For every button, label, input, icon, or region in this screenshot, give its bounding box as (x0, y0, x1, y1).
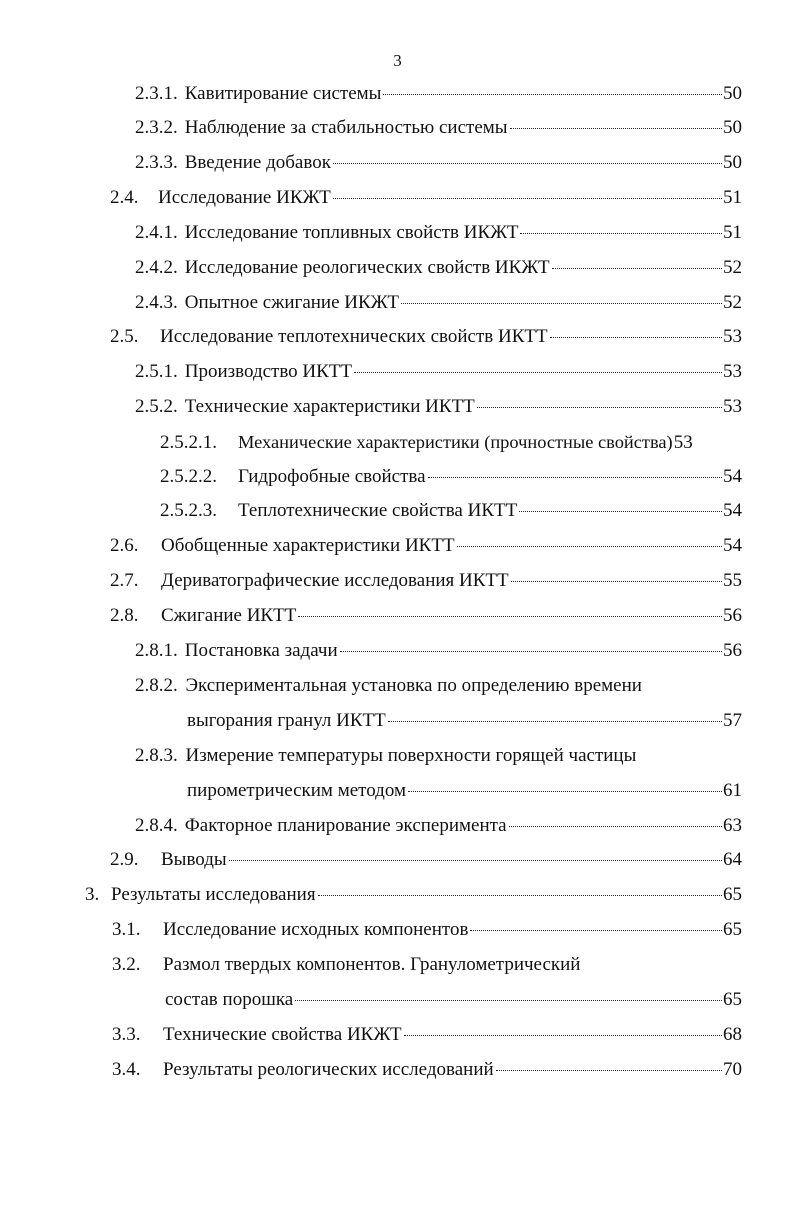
toc-entry (135, 116, 742, 140)
toc-number: 2.3.3. (135, 152, 178, 173)
toc-page-number: 63 (723, 815, 742, 836)
toc-number: 2.3.2. (135, 117, 178, 138)
toc-page-number: 50 (723, 117, 742, 138)
toc-number: 2.8.4. (135, 815, 178, 836)
toc-entry (110, 325, 742, 349)
toc-entry (135, 291, 742, 315)
toc-number: 3.4. (112, 1059, 141, 1080)
toc-title: Обобщенные характеристики ИКТТ (161, 535, 455, 556)
toc-title-line2: выгорания гранул ИКТТ (187, 710, 386, 731)
toc-number: 2.8. (110, 605, 139, 626)
toc-title: Выводы (161, 849, 227, 870)
toc-title: Механические характеристики (прочностные свойства) (238, 432, 673, 452)
toc-entry (110, 848, 742, 872)
toc-title: Результаты исследования (111, 884, 316, 905)
toc-entry-first-line (135, 744, 636, 768)
toc-leader-dots (333, 163, 722, 164)
toc-entry (135, 256, 742, 280)
toc-number: 3.3. (112, 1024, 141, 1045)
toc-title: Производство ИКТТ (184, 361, 353, 382)
toc-leader-dots (333, 198, 722, 199)
toc-title: Гидрофобные свойства (238, 466, 426, 487)
toc-title: Введение добавок (184, 152, 331, 173)
toc-page-number: 52 (723, 257, 742, 278)
toc-page-number: 56 (723, 605, 742, 626)
toc-leader-dots (404, 1035, 722, 1036)
toc-page-number: 56 (723, 640, 742, 661)
toc-page-number: 51 (723, 187, 742, 208)
toc-entry-second-line (187, 709, 742, 733)
toc-title: Наблюдение за стабильностью системы (184, 117, 508, 138)
toc-leader-dots (457, 546, 722, 547)
toc-leader-dots (383, 94, 722, 95)
toc-entry (110, 186, 742, 210)
toc-number: 2.5.2. (135, 396, 178, 417)
toc-page-number: 64 (723, 849, 742, 870)
toc-title: Теплотехнические свойства ИКТТ (238, 500, 518, 521)
toc-entry-second-line (165, 988, 742, 1012)
toc-number: 2.4.3. (135, 292, 178, 313)
toc-title: Исследование реологических свойств ИКЖТ (184, 257, 550, 278)
toc-page-number: 54 (723, 466, 742, 487)
toc-leader-dots (511, 581, 722, 582)
toc-title: Кавитирование системы (184, 83, 382, 104)
toc-leader-dots (519, 511, 722, 512)
toc-leader-dots (509, 826, 722, 827)
toc-title: Сжигание ИКТТ (161, 605, 297, 626)
toc-leader-dots (510, 128, 722, 129)
toc-leader-dots (354, 372, 722, 373)
toc-page-number: 53 (723, 361, 742, 382)
toc-entry (110, 604, 742, 628)
toc-title: Исследование исходных компонентов (163, 919, 469, 940)
toc-title: Технические характеристики ИКТТ (184, 396, 475, 417)
toc-title-line1: Экспериментальная установка по определению времени (185, 675, 642, 696)
toc-leader-dots (388, 721, 722, 722)
toc-page-number: 53 (723, 326, 742, 347)
toc-entry (85, 883, 742, 907)
toc-title: Постановка задачи (184, 640, 338, 661)
toc-number: 2.3.1. (135, 83, 178, 104)
toc-title: Исследование топливных свойств ИКЖТ (184, 222, 519, 243)
toc-leader-dots (318, 895, 722, 896)
toc-page-number: 61 (723, 780, 742, 801)
toc-page-number: 54 (723, 500, 742, 521)
toc-title: Результаты реологических исследований (163, 1059, 494, 1080)
page-number: 3 (393, 51, 402, 70)
toc-number: 2.9. (110, 849, 139, 870)
toc-number: 2.8.2. (135, 675, 178, 696)
toc-page-number: 51 (723, 222, 742, 243)
toc-entry (110, 534, 742, 558)
toc-page-number: 52 (723, 292, 742, 313)
toc-title: Технические свойства ИКЖТ (163, 1024, 402, 1045)
toc-entry (135, 639, 742, 663)
toc-leader-dots (477, 407, 722, 408)
toc-entry-first-line (135, 674, 642, 698)
toc-entry (135, 82, 742, 106)
toc-title: Факторное планирование эксперимента (184, 815, 507, 836)
toc-number: 2.5.2.3. (160, 500, 217, 521)
toc-number: 2.4. (110, 187, 139, 208)
toc-page-number: 54 (723, 535, 742, 556)
toc-leader-dots (552, 268, 722, 269)
toc-entry (112, 1023, 742, 1047)
toc-leader-dots (295, 1000, 722, 1001)
toc-title-line2: пирометрическим методом (187, 780, 406, 801)
toc-leader-dots (496, 1070, 722, 1071)
toc-number: 2.8.3. (135, 745, 178, 766)
toc-number: 2.5.1. (135, 361, 178, 382)
toc-entry-first-line (112, 953, 580, 977)
toc-entry (112, 1058, 742, 1082)
toc-page-number: 65 (723, 989, 742, 1010)
toc-title: Исследование теплотехнических свойств ИКТТ (160, 326, 548, 347)
toc-title: Опытное сжигание ИКЖТ (184, 292, 399, 313)
toc-entry (160, 499, 742, 523)
toc-title-line1: Размол твердых компонентов. Гранулометрический (163, 954, 581, 975)
toc-leader-dots (428, 477, 722, 478)
toc-leader-dots (298, 616, 722, 617)
toc-page-number: 65 (723, 919, 742, 940)
toc-leader-dots (340, 651, 722, 652)
toc-page-number: 65 (723, 884, 742, 905)
toc-page-number: 68 (723, 1024, 742, 1045)
toc-entry (112, 918, 742, 942)
toc-entry (160, 465, 742, 489)
toc-entry-second-line (187, 779, 742, 803)
toc-page-number: 55 (723, 570, 742, 591)
toc-number: 3. (85, 884, 100, 905)
toc-page-number: 53 (723, 396, 742, 417)
toc-number: 2.8.1. (135, 640, 178, 661)
toc-number: 2.7. (110, 570, 139, 591)
toc-leader-dots (401, 303, 722, 304)
toc-number: 2.6. (110, 535, 139, 556)
toc-page-number: 53 (673, 432, 693, 453)
toc-entry (135, 360, 742, 384)
toc-entry (135, 151, 742, 175)
toc-number: 2.4.1. (135, 222, 178, 243)
toc-title: Исследование ИКЖТ (158, 187, 331, 208)
toc-title-line2: состав порошка (165, 989, 294, 1010)
toc-page-number: 70 (723, 1059, 742, 1080)
toc-page-number: 50 (723, 83, 742, 104)
toc-leader-dots (550, 337, 722, 338)
toc-page-number: 57 (723, 710, 742, 731)
toc-entry (110, 569, 742, 593)
toc-number: 3.2. (112, 954, 141, 975)
toc-entry (160, 430, 742, 454)
toc-number: 2.4.2. (135, 257, 178, 278)
toc-number: 2.5.2.1. (160, 432, 217, 453)
toc-leader-dots (229, 860, 722, 861)
toc-title: Дериватографические исследования ИКТТ (161, 570, 509, 591)
toc-number: 3.1. (112, 919, 141, 940)
toc-leader-dots (520, 233, 722, 234)
toc-entry (135, 395, 742, 419)
toc-entry (135, 221, 742, 245)
toc-number: 2.5.2.2. (160, 466, 217, 487)
toc-leader-dots (470, 930, 722, 931)
toc-page-number: 50 (723, 152, 742, 173)
toc-leader-dots (408, 791, 722, 792)
toc-number: 2.5. (110, 326, 139, 347)
toc-title-line1: Измерение температуры поверхности горящей частицы (185, 745, 637, 766)
toc-entry (135, 814, 742, 838)
